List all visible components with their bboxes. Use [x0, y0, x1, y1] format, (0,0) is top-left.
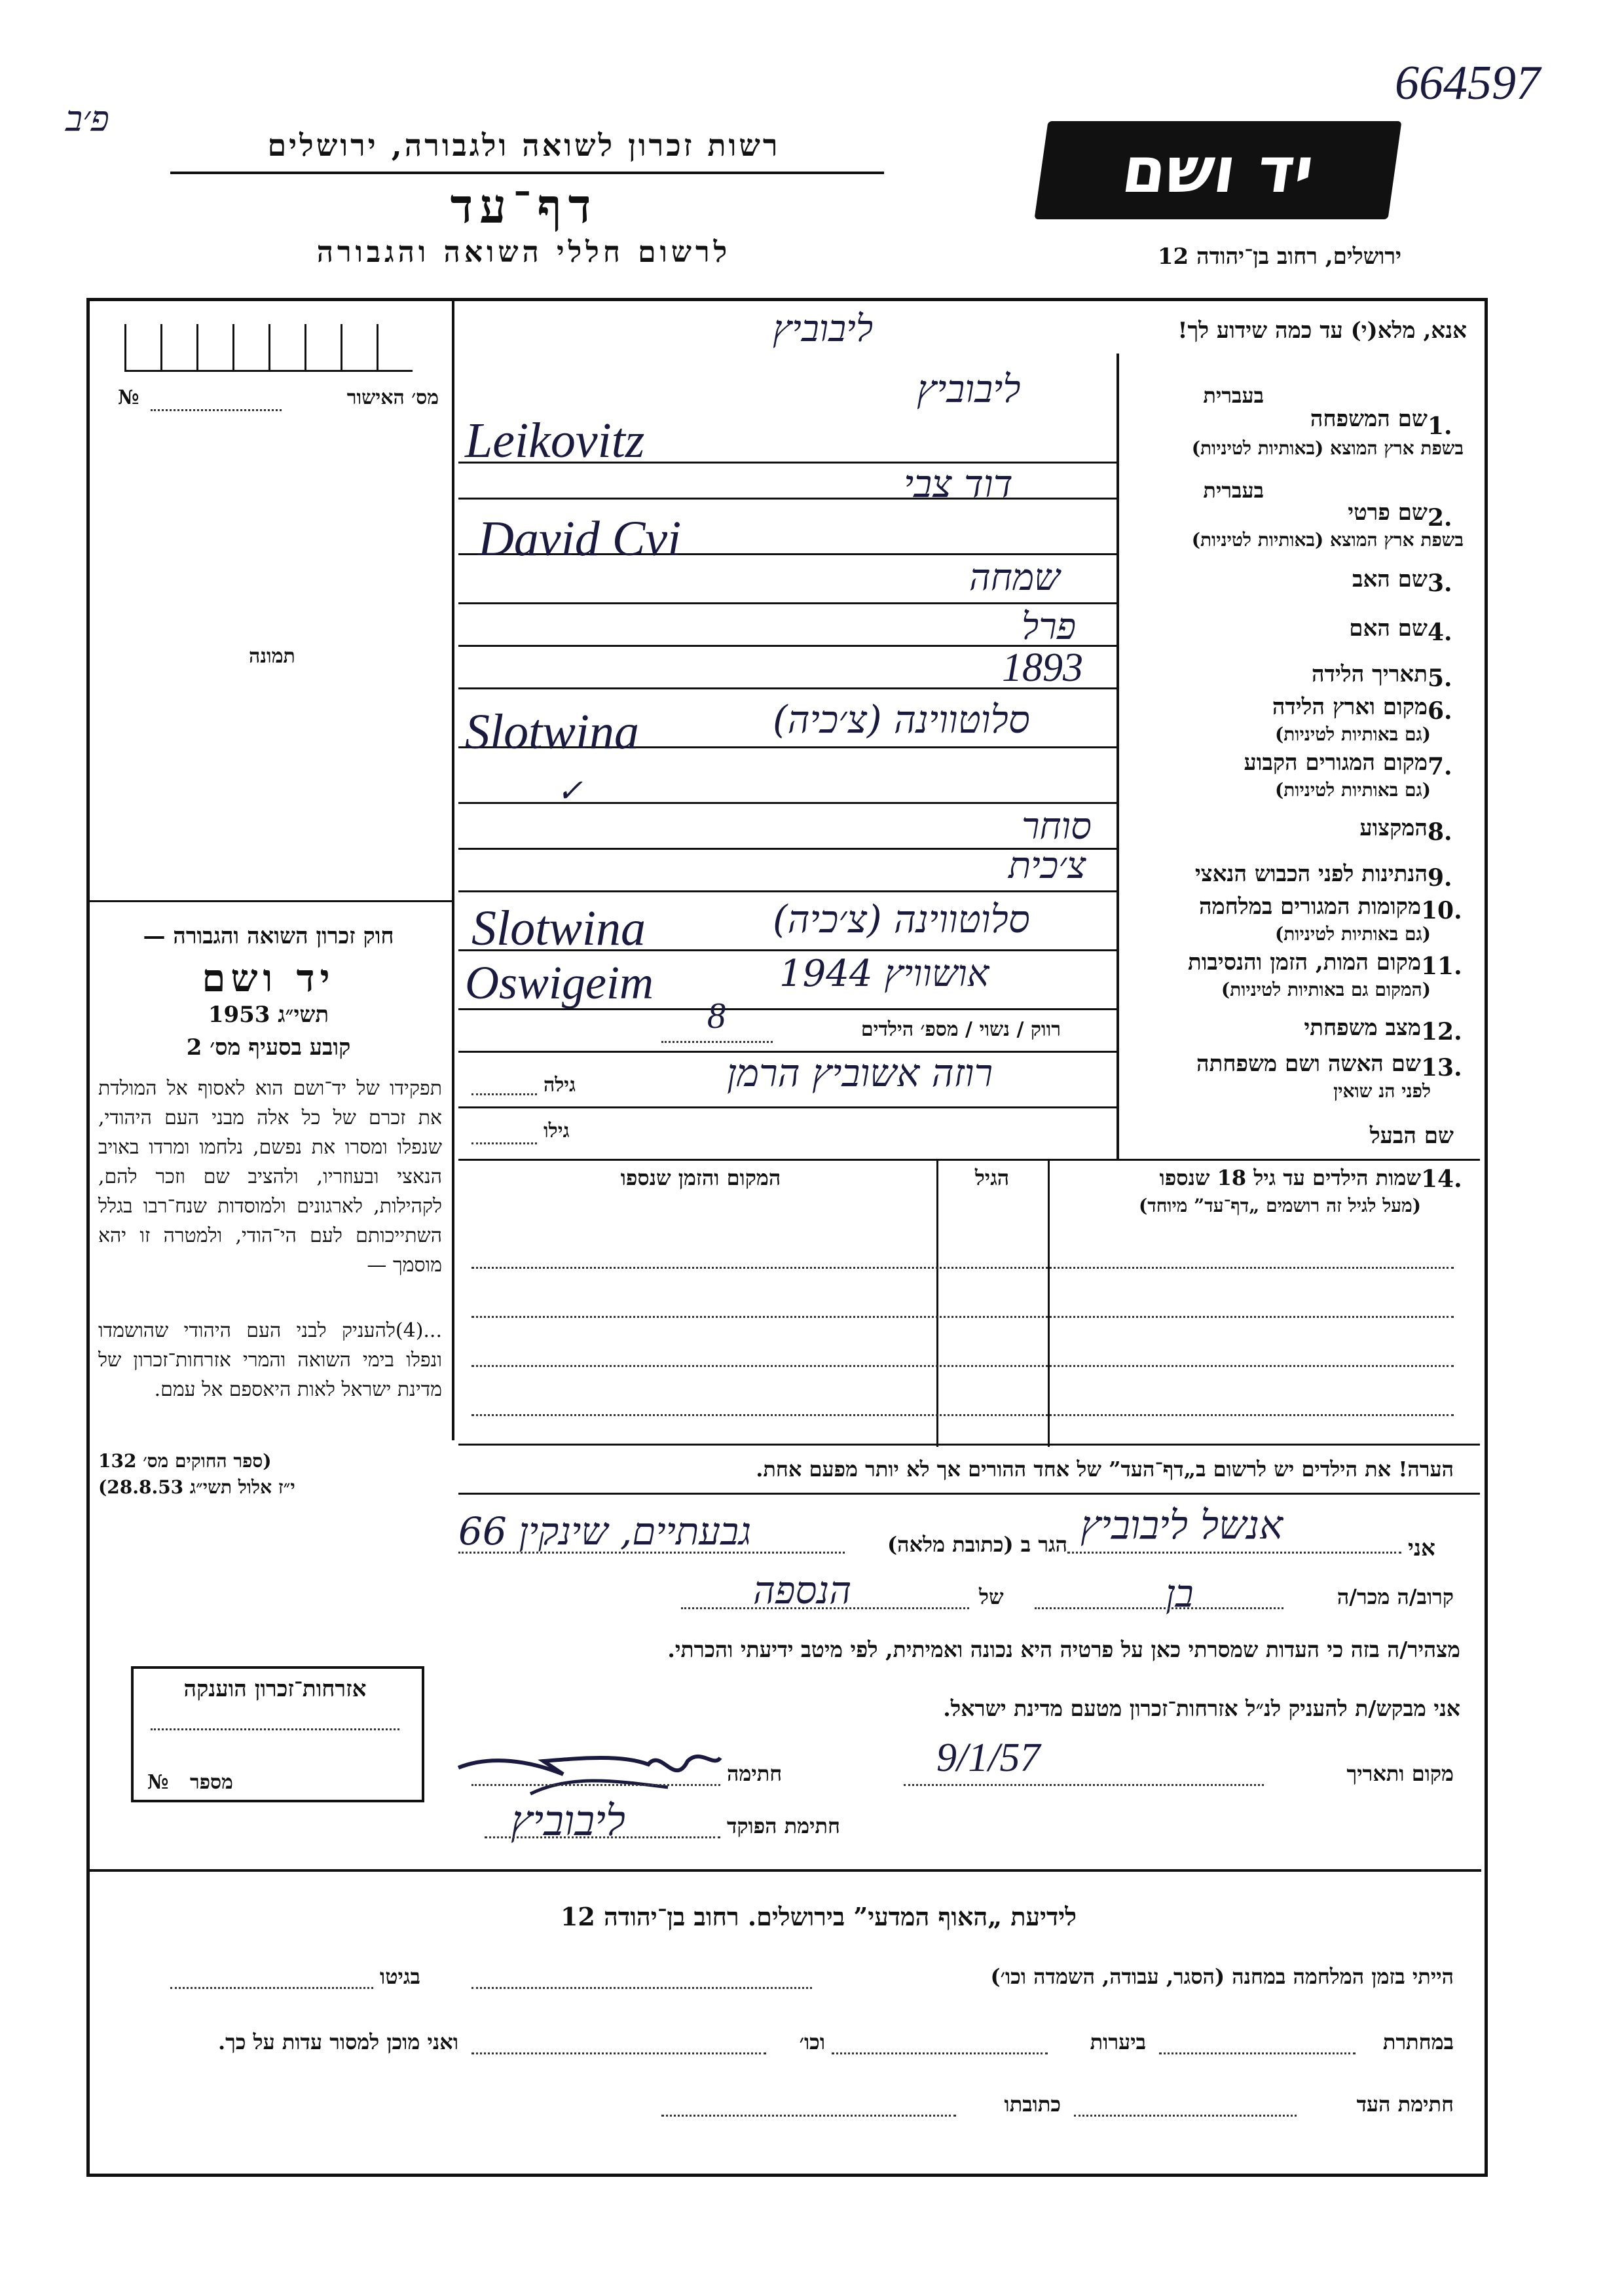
- corner-mark: פ׳ב: [65, 98, 109, 139]
- field-11-num: 11.: [1421, 953, 1462, 980]
- sidebar-section-rule: [90, 900, 452, 902]
- field-11-sub: (המקום גם באותיות לטיניות): [1221, 979, 1431, 1000]
- sidebar-divider: [452, 301, 454, 1440]
- law-year: תשי״ג 1953: [208, 1002, 329, 1028]
- field-6-sub: (גם באותיות לטיניות): [1274, 723, 1431, 745]
- form-title: דף־עד: [450, 178, 598, 234]
- footer-witness-sig-label: חתימת העד: [1356, 2092, 1454, 2117]
- footer-camp-label: הייתי בזמן המלחמה במחנה (הסגר, עבודה, השמדה וכו׳): [990, 1964, 1454, 1989]
- husband-age-label: גילו: [544, 1120, 570, 1142]
- field-8-label: המקצוע: [1359, 815, 1428, 841]
- field-1-label: שם המשפחה: [1310, 406, 1428, 432]
- field-row-rule: [458, 890, 1116, 892]
- field-6-value-hebrew[interactable]: סלוטווינה (צ׳כיה): [773, 697, 1030, 742]
- children-header: שמות הילדים עד גיל 18 שנספו: [1159, 1165, 1421, 1190]
- children-col-age: הגיל: [974, 1165, 1010, 1190]
- citizenship-line-1: [151, 1728, 399, 1730]
- signature-label: חתימה: [727, 1761, 783, 1786]
- field-1-num: 1.: [1428, 412, 1452, 440]
- header-rule: [170, 172, 884, 174]
- relation-line: [1035, 1607, 1283, 1609]
- field-2-sub: בשפת ארץ המוצא (באותיות לטיניות): [1191, 529, 1464, 551]
- photo-label: תמונה: [249, 645, 295, 668]
- footer-underground-label: במחתרת: [1382, 2030, 1454, 2054]
- footer-rule: [90, 1869, 1481, 1872]
- remark-underline: [458, 1493, 1480, 1495]
- field-10-value-hebrew[interactable]: סלוטווינה (צ׳כיה): [773, 897, 1030, 941]
- field-4-value[interactable]: פרל: [1022, 606, 1077, 648]
- field-2-label: שם פרטי: [1348, 500, 1428, 526]
- field-2-value-hebrew[interactable]: דוד צבי: [904, 462, 1013, 506]
- field-9-value[interactable]: צ׳כית: [1008, 845, 1086, 887]
- law-reference-2: י״ז אלול תשי״ג 28.8.53): [98, 1476, 295, 1498]
- footer-witness-sig-line[interactable]: [1074, 2115, 1297, 2117]
- declarant-signature[interactable]: [452, 1728, 727, 1800]
- field-11-value-latin[interactable]: Oswigeim: [465, 957, 654, 1009]
- approval-label: מס׳ האישור: [346, 386, 439, 409]
- field-10-label: מקומות המגורים במלחמה: [1198, 894, 1421, 920]
- declarant-address-line: [458, 1552, 845, 1554]
- field-row-rule: [458, 498, 1116, 500]
- law-name: יד ושם: [202, 956, 335, 1000]
- place-date-label: מקום ותאריך: [1346, 1761, 1454, 1786]
- footer-forests-line[interactable]: [832, 2052, 1048, 2054]
- field-4-num: 4.: [1428, 619, 1452, 646]
- officer-signature[interactable]: ליבוביץ: [511, 1797, 625, 1846]
- field-2-hebrew-tag: בעברית: [1203, 478, 1264, 503]
- footer-address-label: כתובתו: [1004, 2092, 1061, 2117]
- footer-address-line[interactable]: [661, 2115, 956, 2117]
- field-12-value[interactable]: 8: [707, 996, 726, 1036]
- field-12-num: 12.: [1421, 1018, 1462, 1046]
- relation-value[interactable]: בן: [1166, 1571, 1194, 1616]
- place-date-line: [904, 1784, 1264, 1786]
- address: ירושלים, רחוב בן־יהודה 12: [1157, 244, 1401, 270]
- field-6-value-latin[interactable]: Slotwina: [465, 704, 640, 759]
- field-7-num: 7.: [1428, 753, 1452, 780]
- field-6-label: מקום וארץ הלידה: [1272, 694, 1428, 720]
- top-handwritten-surname: ליבוביץ: [773, 308, 874, 350]
- husband-label: שם הבעל: [1369, 1123, 1454, 1149]
- field-3-value[interactable]: שמחה: [969, 556, 1060, 599]
- declarant-name[interactable]: אנשל ליבוביץ: [1080, 1503, 1283, 1548]
- field-5-value[interactable]: 1893: [1002, 646, 1083, 690]
- field-11-value-hebrew[interactable]: אושוויץ 1944: [779, 953, 989, 995]
- field-13-label: שם האשה ושם משפחתה: [1196, 1051, 1421, 1077]
- place-date-value[interactable]: 9/1/57: [936, 1736, 1041, 1780]
- children-col-divider-2: [936, 1159, 938, 1447]
- field-row-rule: [458, 602, 1116, 604]
- field-3-label: שם האב: [1352, 566, 1428, 592]
- footer-forests-label: ביערות: [1090, 2030, 1146, 2054]
- field-13-value[interactable]: רוזה אשוביץ הרמן: [727, 1051, 993, 1095]
- label-divider: [1116, 354, 1119, 1159]
- children-row-2[interactable]: [471, 1316, 1454, 1318]
- law-title: חוק זכרון השואה והגבורה —: [143, 923, 394, 949]
- field-6-num: 6.: [1428, 697, 1452, 725]
- footer-etc-label: וכו׳: [799, 2030, 825, 2054]
- field-2-num: 2.: [1428, 504, 1452, 532]
- field-10-sub: (גם באותיות לטיניות): [1274, 923, 1431, 945]
- field-3-num: 3.: [1428, 570, 1452, 597]
- field-5-label: תאריך הלידה: [1311, 661, 1428, 687]
- declarant-address[interactable]: גבעתיים, שינקין 66: [458, 1509, 752, 1554]
- declarant-resident-label: הגר ב (כתובת מלאה): [887, 1532, 1067, 1557]
- of-value[interactable]: הנספה: [753, 1568, 852, 1613]
- officer-label: חתימת הפוקד: [727, 1813, 840, 1838]
- law-text-2: ...(4)להעניק לבני העם היהודי שהושמדו ונפלו בימי השואה והמרי אזרחות־זכרון של מדינת ישראל לאות היאספם אל עמם.: [98, 1319, 442, 1401]
- field-9-label: הנתינות לפני הכבוש הנאצי: [1194, 861, 1428, 887]
- field-13-sub: לפני הנ שואין: [1333, 1080, 1431, 1102]
- citizenship-label: אזרחות־זכרון הוענקה: [183, 1676, 367, 1702]
- declarant-i-label: אני: [1408, 1535, 1435, 1561]
- children-col-divider-1: [1048, 1159, 1050, 1447]
- field-4-label: שם האם: [1349, 615, 1428, 642]
- field-8-value[interactable]: סוחר: [1022, 805, 1092, 848]
- field-1-value-hebrew[interactable]: ליבוביץ: [917, 367, 1021, 411]
- serial-number: 664597: [1395, 56, 1540, 110]
- officer-line: [485, 1836, 720, 1838]
- of-line: [681, 1607, 969, 1609]
- field-11-label: מקום המות, הזמן והנסיבות: [1187, 949, 1421, 975]
- footer-title: לידיעת „האוף המדעי” בירושלים. רחוב בן־יהודה 12: [560, 1902, 1077, 1931]
- footer-etc-line[interactable]: [471, 2052, 766, 2054]
- form-subtitle: לרשום חללי השואה והגבורה: [316, 236, 731, 269]
- field-13-age-label: גילה: [544, 1074, 576, 1097]
- signature-line: [471, 1784, 720, 1786]
- field-12-line: [661, 1041, 773, 1043]
- request-text: אני מבקש/ת להעניק לנ״ל אזרחות־זכרון מטעם מדינת ישראל.: [943, 1696, 1460, 1721]
- yad-vashem-logo: יד ושם: [1034, 121, 1401, 219]
- children-col-place: המקום והזמן שנספו: [620, 1165, 781, 1190]
- footer-ghetto-line[interactable]: [170, 1987, 373, 1989]
- field-row-rule: [458, 1106, 1116, 1108]
- declarant-name-line: [1067, 1552, 1401, 1554]
- footer-underground-line[interactable]: [1159, 2052, 1356, 2054]
- footer-ghetto-label: בגיטו: [380, 1964, 420, 1989]
- children-row-1[interactable]: [471, 1267, 1454, 1269]
- field-13-age-line: [471, 1093, 537, 1095]
- children-bottom-rule: [458, 1444, 1480, 1446]
- field-7-label: מקום המגורים הקבוע: [1244, 750, 1428, 776]
- footer-camp-line[interactable]: [471, 1987, 812, 1989]
- children-header-sub: (מעל לגיל זה רושמים „דף־עד” מיוחד): [1139, 1195, 1421, 1216]
- law-reference: (ספר החוקים מס׳ 132: [98, 1450, 272, 1472]
- field-10-value-latin[interactable]: Slotwina: [471, 901, 646, 956]
- field-2-value-latin[interactable]: David Cvi: [478, 511, 682, 566]
- relation-label: קרוב/ה מכר/ה: [1337, 1584, 1454, 1609]
- field-1-sub: בשפת ארץ המוצא (באותיות לטיניות): [1191, 437, 1464, 459]
- authority-name: רשות זכרון לשואה ולגבורה, ירושלים: [267, 128, 781, 163]
- field-8-num: 8.: [1428, 818, 1452, 846]
- of-label: של: [979, 1584, 1004, 1609]
- footer-willing-text: ואני מוכן למסור עדות על כך.: [217, 2030, 458, 2054]
- field-12-label: מצב משפחתי: [1304, 1015, 1421, 1041]
- field-9-num: 9.: [1428, 864, 1452, 892]
- field-13-num: 13.: [1421, 1054, 1462, 1082]
- citizenship-number-label: מספר: [190, 1771, 233, 1794]
- field-7-sub: (גם באותיות לטיניות): [1274, 779, 1431, 801]
- field-1-value-latin[interactable]: Leikovitz: [465, 413, 645, 468]
- approval-no: №: [118, 386, 139, 409]
- law-text: תפקידו של יד־ושם הוא לאסוף אל המולדת את זכרם של כל אלה מבני העם היהודי, שנפלו ומסרו את נפשם, נלחמו ומרדו באויב הנאצי ובעוזריו, ולהציב שם וזכר להם, לקהילות, לארגונים ולמוסדות שנח־רבו בגלל השתייכותם לעם הי־הודי, ולמטרה זו יהא מוסמך —: [98, 1077, 442, 1277]
- declaration-text: מצהיר/ה בזה כי העדות שמסרתי כאן על פרטיה היא נכונה ואמיתית, לפי מיטב ידיעתי והכרתי.: [667, 1637, 1460, 1662]
- citizenship-no: №: [147, 1771, 169, 1794]
- approval-grid: [124, 324, 413, 372]
- approval-field[interactable]: [151, 409, 282, 411]
- remark: הערה! את הילדים יש לרשום ב„דף־העד” של אחד ההורים אך לא יותר מפעם אחת.: [756, 1457, 1454, 1482]
- field-10-num: 10.: [1421, 897, 1462, 924]
- children-row-4[interactable]: [471, 1414, 1454, 1416]
- field-5-num: 5.: [1428, 665, 1452, 692]
- children-row-3[interactable]: [471, 1365, 1454, 1367]
- children-num: 14.: [1421, 1165, 1462, 1193]
- husband-age-line: [471, 1142, 537, 1144]
- field-7-value[interactable]: ✓: [557, 773, 583, 809]
- field-12-options: רווק / נשוי / מספ׳ הילדים: [860, 1018, 1061, 1041]
- children-top-rule: [458, 1159, 1480, 1161]
- instruction: אנא, מלא(י) עד כמה שידוע לך!: [1177, 318, 1467, 344]
- law-clause: קובע בסעיף מס׳ 2: [186, 1034, 351, 1061]
- field-1-hebrew-tag: בעברית: [1203, 383, 1264, 408]
